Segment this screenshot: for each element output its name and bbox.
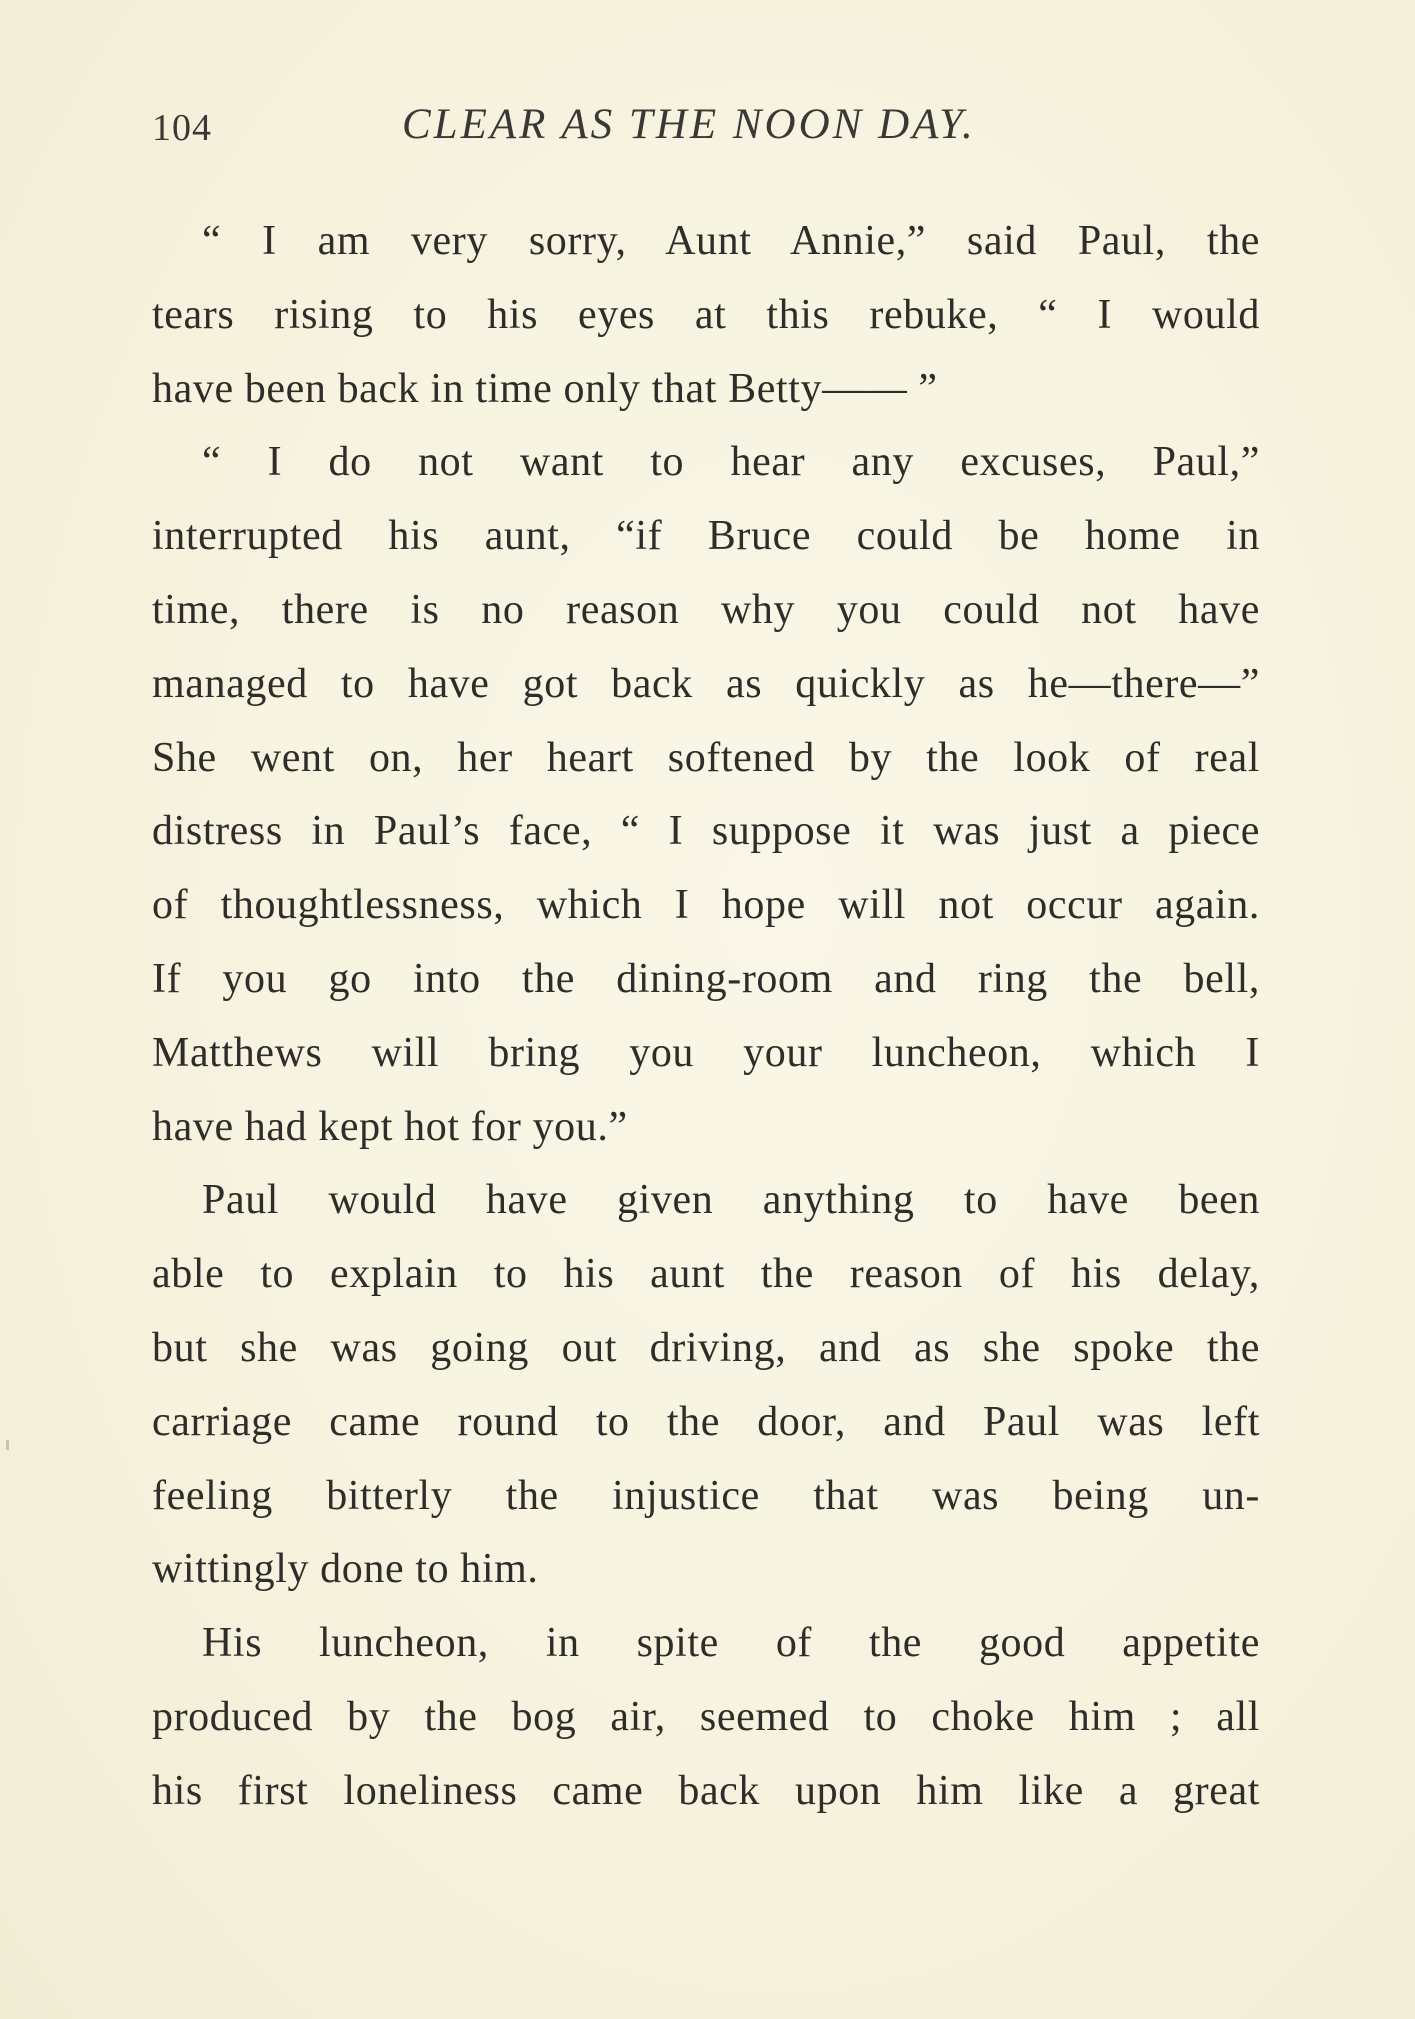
text-line: interrupted his aunt, “if Bruce could be home in (152, 513, 1260, 560)
text-line: If you go into the dining-room and ring the bell, (152, 955, 1260, 1002)
text-line: Matthews will bring you your luncheon, which I (152, 1029, 1260, 1076)
text-line: able to explain to his aunt the reason of his delay, (152, 1251, 1260, 1298)
text-line: time, there is no reason why you could not have (152, 586, 1260, 633)
text-line: distress in Paul’s face, “ I suppose it was just a piece (152, 808, 1260, 855)
text-line: wittingly done to him. (152, 1546, 539, 1593)
text-line: tears rising to his eyes at this rebuke, “ I would (152, 291, 1260, 338)
text-line: of thoughtlessness, which I hope will not occur again. (152, 882, 1260, 929)
text-line: but she was going out driving, and as she spoke the (152, 1324, 1260, 1371)
page-header (152, 100, 1262, 160)
text-line: Paul would have given anything to have been (202, 1177, 1260, 1224)
running-title: CLEAR AS THE NOON DAY. (402, 101, 976, 148)
text-line: “ I do not want to hear any excuses, Paul,” (202, 439, 1260, 486)
text-line: His luncheon, in spite of the good appetite (202, 1620, 1260, 1667)
page-number: 104 (152, 107, 212, 149)
text-line: managed to have got back as quickly as he—there—” (152, 660, 1260, 707)
text-line: have been back in time only that Betty—— ” (152, 365, 938, 412)
text-line: feeling bitterly the injustice that was being un- (152, 1472, 1260, 1519)
text-line: his first loneliness came back upon him like a great (152, 1767, 1260, 1814)
text-line: She went on, her heart softened by the look of real (152, 734, 1260, 781)
text-line: “ I am very sorry, Aunt Annie,” said Paul, the (202, 218, 1260, 264)
paper-speck (6, 1440, 9, 1450)
body-text (152, 205, 1260, 1829)
text-line: have had kept hot for you.” (152, 1103, 628, 1150)
text-line: produced by the bog air, seemed to choke him ; all (152, 1693, 1260, 1740)
text-line: carriage came round to the door, and Paul was left (152, 1398, 1260, 1445)
